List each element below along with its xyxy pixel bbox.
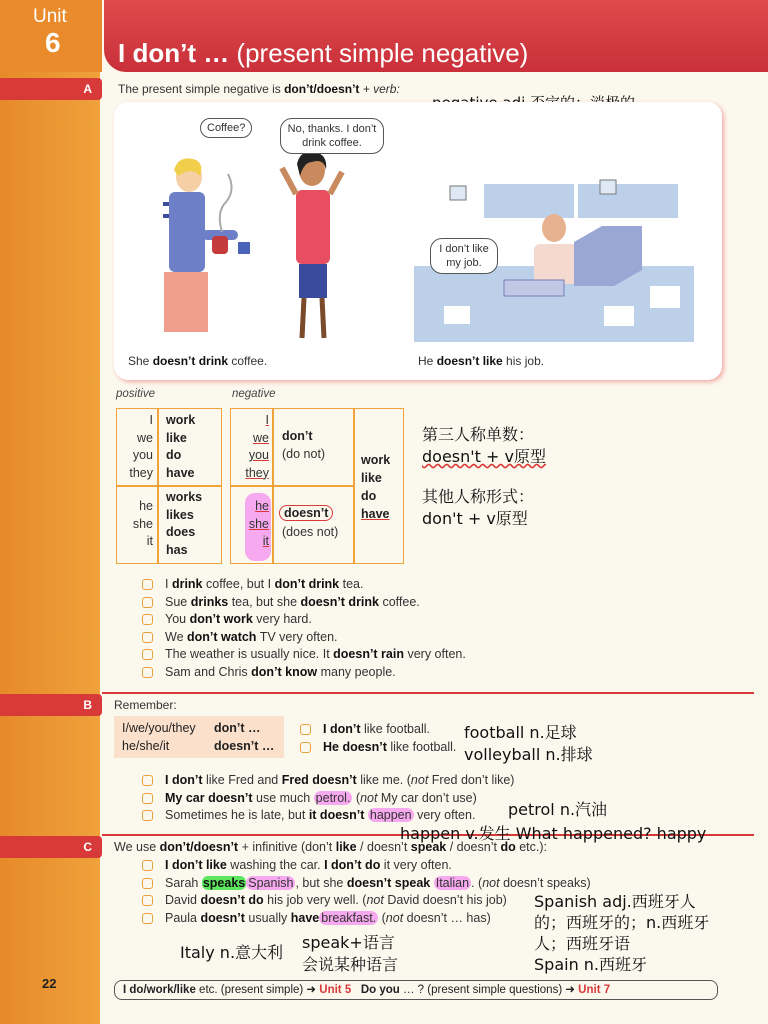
link-unit-7[interactable]: Unit 7 bbox=[578, 984, 611, 996]
pos-verbs-2: works likes does has bbox=[166, 490, 203, 557]
neg-aux-doesnt: doesn’t bbox=[279, 505, 333, 521]
section-a-examples bbox=[142, 576, 466, 681]
checkbox[interactable] bbox=[142, 649, 153, 660]
checkbox[interactable] bbox=[142, 775, 153, 786]
section-tab-c: C bbox=[0, 836, 102, 858]
link-unit-5[interactable]: Unit 5 bbox=[319, 984, 352, 996]
section-b-examples bbox=[142, 772, 514, 825]
negative-label: negative bbox=[232, 388, 276, 400]
section-c-examples bbox=[142, 857, 591, 927]
example-line: I drink coffee, but I don’t drink tea. bbox=[142, 576, 466, 594]
neg-verbs: work like do have bbox=[361, 453, 391, 521]
checkbox[interactable] bbox=[142, 810, 153, 821]
checkbox[interactable] bbox=[142, 878, 153, 889]
note-football: football n.足球 bbox=[464, 723, 577, 742]
caption-right: He doesn’t like his job. bbox=[418, 354, 545, 368]
coffee-scene-illustration bbox=[134, 132, 364, 352]
unit-label: Unit bbox=[33, 6, 67, 27]
caption-left: She doesn’t drink coffee. bbox=[128, 354, 268, 368]
example-line: He doesn’t like football. bbox=[300, 739, 456, 757]
neg-subjects-1: I we you they bbox=[245, 413, 269, 480]
section-a-intro: The present simple negative is don’t/doesn’t + verb: bbox=[118, 82, 400, 96]
checkbox[interactable] bbox=[142, 667, 153, 678]
neg-aux-dont: don’t bbox=[282, 429, 313, 443]
note-spanish-1: Spanish adj.西班牙人 bbox=[534, 892, 696, 911]
example-line: I don’t like washing the car. I don’t do it very often. bbox=[142, 857, 591, 875]
checkbox[interactable] bbox=[300, 742, 311, 753]
note-third-person-rule: doesn't + v原型 bbox=[422, 447, 546, 466]
section-tab-a: A bbox=[0, 78, 102, 100]
checkbox[interactable] bbox=[142, 632, 153, 643]
page-title: I don’t … (present simple negative) bbox=[118, 38, 529, 68]
positive-label: positive bbox=[116, 388, 155, 400]
positive-table bbox=[116, 408, 222, 564]
neg-aux-dont-full: (do not) bbox=[282, 447, 326, 461]
note-speak-1: speak+语言 bbox=[302, 933, 395, 952]
left-margin-strip bbox=[0, 72, 100, 1024]
note-other-person-title: 其他人称形式： bbox=[422, 487, 535, 506]
note-third-person-title: 第三人称单数： bbox=[422, 425, 535, 444]
note-happen: happen v.发生 What happened? happy bbox=[400, 824, 707, 843]
pos-subjects-2: he she it bbox=[132, 499, 153, 548]
checkbox[interactable] bbox=[142, 614, 153, 625]
note-italy: Italy n.意大利 bbox=[180, 943, 284, 962]
note-spain: Spain n.西班牙 bbox=[534, 955, 648, 974]
checkbox[interactable] bbox=[300, 724, 311, 735]
pos-verbs-1: work like do have bbox=[166, 413, 196, 480]
example-line: I don’t like football. bbox=[300, 721, 456, 739]
remember-label: Remember: bbox=[114, 698, 177, 712]
example-line: The weather is usually nice. It doesn’t rain very often. bbox=[142, 646, 466, 664]
section-c-intro: We use don’t/doesn’t + infinitive (don’t like / doesn’t speak / doesn’t do etc.): bbox=[114, 840, 547, 854]
illustration-panel bbox=[114, 102, 722, 380]
note-petrol: petrol n.汽油 bbox=[508, 800, 608, 819]
example-line: David doesn’t do his job very well. (not David doesn’t his job) bbox=[142, 892, 591, 910]
example-line: We don’t watch TV very often. bbox=[142, 629, 466, 647]
section-divider-b bbox=[102, 692, 754, 694]
section-tab-b: B bbox=[0, 694, 102, 716]
example-line: Sometimes he is late, but it doesn’t happen very often. bbox=[142, 807, 514, 825]
remember-box: I/we/you/they don’t … he/she/it doesn’t … bbox=[114, 716, 284, 758]
example-line: Sam and Chris don’t know many people. bbox=[142, 664, 466, 682]
cross-reference-bar: I do/work/like etc. (present simple) ➜ Unit 5 Do you … ? (present simple questions) ➜ Unit 7 bbox=[114, 980, 718, 1000]
unit-badge bbox=[0, 0, 102, 72]
note-speak-2: 会说某种语言 bbox=[302, 955, 399, 974]
negative-table bbox=[230, 408, 404, 564]
checkbox[interactable] bbox=[142, 579, 153, 590]
example-line: My car doesn’t use much petrol. (not My car don’t use) bbox=[142, 790, 514, 808]
note-spanish-3: 人；西班牙语 bbox=[534, 934, 631, 953]
example-line: Sarah speaks Spanish , but she doesn’t speak Italian . (not doesn’t speaks) bbox=[142, 875, 591, 893]
speech-bubble-no-thanks: No, thanks. I don’t drink coffee. bbox=[280, 118, 384, 154]
checkbox[interactable] bbox=[142, 597, 153, 608]
example-line: Sue drinks tea, but she doesn’t drink coffee. bbox=[142, 594, 466, 612]
example-line: Paula doesn’t usually have breakfast. (not doesn’t … has) bbox=[142, 910, 591, 928]
example-line: You don’t work very hard. bbox=[142, 611, 466, 629]
note-spanish-2: 的；西班牙的；n.西班牙 bbox=[534, 913, 710, 932]
section-b-box-examples bbox=[300, 721, 456, 756]
title-bar bbox=[104, 0, 768, 72]
neg-aux-doesnt-full: (does not) bbox=[282, 525, 339, 539]
checkbox[interactable] bbox=[142, 793, 153, 804]
pos-subjects-1: I we you they bbox=[129, 413, 153, 480]
checkbox[interactable] bbox=[142, 895, 153, 906]
checkbox[interactable] bbox=[142, 913, 153, 924]
example-line: I don’t like Fred and Fred doesn’t like me. (not Fred don’t like) bbox=[142, 772, 514, 790]
speech-bubble-coffee: Coffee? bbox=[200, 118, 252, 138]
checkbox[interactable] bbox=[142, 860, 153, 871]
note-volleyball: volleyball n.排球 bbox=[464, 745, 593, 764]
page-number: 22 bbox=[42, 976, 57, 991]
speech-bubble-job: I don’t like my job. bbox=[430, 238, 498, 274]
unit-number: 6 bbox=[45, 27, 61, 58]
note-other-person-rule: don't + v原型 bbox=[422, 509, 528, 528]
neg-subjects-2: he she it bbox=[248, 499, 269, 548]
